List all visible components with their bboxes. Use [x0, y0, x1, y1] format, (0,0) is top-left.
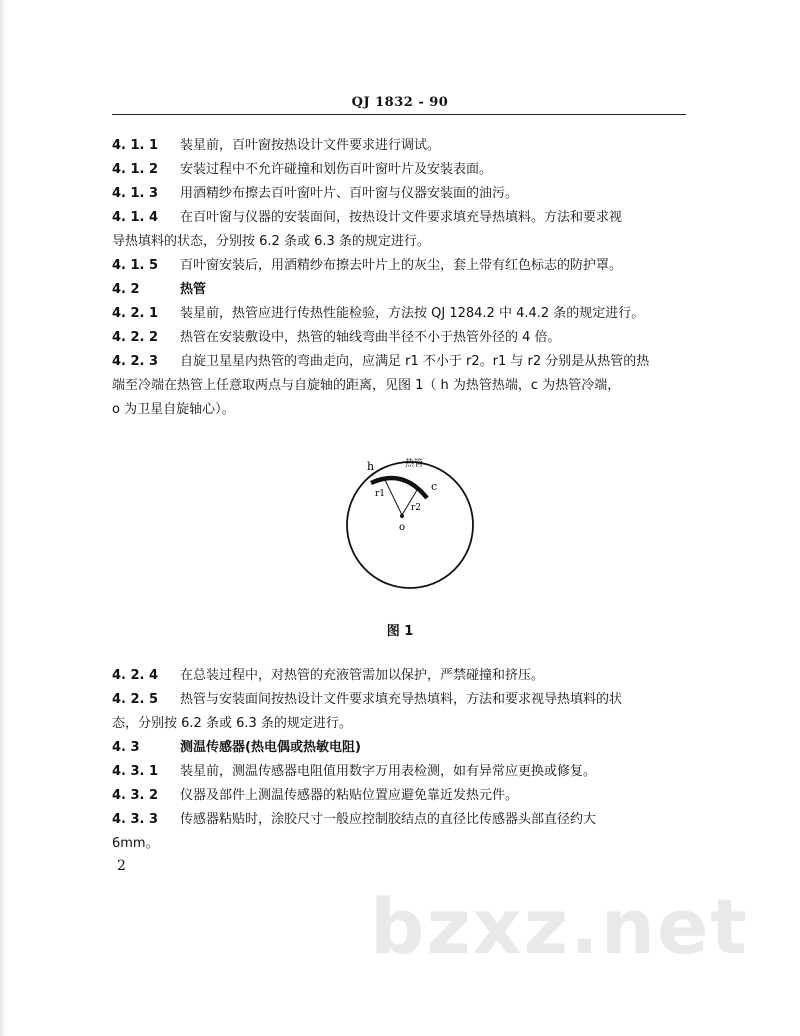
clause-text: 在总装过程中，对热管的充液管需加以保护，严禁碰撞和挤压。 — [180, 668, 545, 683]
page-number: 2 — [117, 858, 126, 874]
clause-number: 4. 1. 1 — [112, 138, 159, 153]
clause-text: 导热填料的状态，分别按 6.2 条或 6.3 条的规定进行。 — [112, 234, 430, 249]
text-line — [112, 712, 352, 731]
text-line — [112, 784, 518, 803]
label-heatpipe: 热管 — [405, 459, 424, 469]
clause-number: 4. 3. 3 — [112, 812, 159, 827]
clause-number: 4. 2. 3 — [112, 354, 159, 369]
header-rule — [112, 114, 686, 115]
clause-text: 百叶窗安装后，用酒精纱布擦去叶片上的灰尘，套上带有红色标志的防护罩。 — [180, 258, 623, 273]
text-line — [112, 664, 544, 683]
label-r2: r2 — [411, 503, 422, 513]
text-line — [112, 158, 492, 177]
watermark: bzxz.net — [370, 882, 749, 971]
clause-number: 4. 1. 2 — [112, 162, 159, 177]
scan-edge-shadow — [0, 0, 6, 1036]
text-line — [112, 278, 206, 297]
text-line — [112, 688, 622, 707]
label-o: o — [399, 522, 406, 533]
clause-number: 4. 2. 1 — [112, 306, 159, 321]
clause-number: 4. 2. 4 — [112, 668, 159, 683]
clause-number: 4. 1. 4 — [112, 210, 159, 225]
text-line — [112, 302, 644, 321]
label-r1: r1 — [375, 489, 386, 499]
text-line — [112, 736, 361, 755]
clause-number: 4. 3 — [112, 740, 140, 755]
text-line — [112, 326, 561, 345]
text-line — [112, 350, 649, 369]
radius-r1 — [385, 480, 402, 515]
clause-text: 热管在安装敷设中，热管的轴线弯曲半径不小于热管外径的 4 倍。 — [180, 330, 561, 345]
clause-number: 4. 3. 2 — [112, 788, 159, 803]
page-header: QJ 1832 - 90 — [351, 95, 449, 110]
text-line — [112, 398, 235, 417]
clause-number: 4. 2 — [112, 282, 140, 297]
text-line — [112, 808, 596, 827]
text-line — [112, 374, 620, 393]
clause-text: 安装过程中不允许碰撞和划伤百叶窗叶片及安装表面。 — [180, 162, 493, 177]
text-line — [112, 134, 440, 153]
clause-text: o 为卫星自旋轴心）。 — [112, 402, 235, 417]
clause-text: 热管与安装面间按热设计文件要求填充导热填料，方法和要求视导热填料的状 — [180, 692, 623, 707]
clause-text: 传感器粘贴时，涂胶尺寸一般应控制胶结点的直径比传感器头部直径约大 — [180, 812, 597, 827]
clause-number: 4. 3. 1 — [112, 764, 159, 779]
text-line — [112, 832, 159, 851]
clause-number: 4. 1. 5 — [112, 258, 159, 273]
text-line — [112, 254, 622, 273]
figure-caption: 图 1 — [386, 624, 414, 639]
clause-text: 自旋卫星星内热管的弯曲走向，应满足 r1 不小于 r2。r1 与 r2 分别是从热管的热 — [180, 354, 650, 369]
clause-number: 4. 1. 3 — [112, 186, 159, 201]
label-c: c — [431, 480, 438, 493]
clause-text: 装星前，热管应进行传热性能检验，方法按 QJ 1284.2 中 4.4.2 条的规定进行。 — [180, 306, 645, 321]
text-line — [112, 206, 622, 225]
clause-number: 4. 2. 5 — [112, 692, 159, 707]
clause-text: 测温传感器(热电偶或热敏电阻) — [180, 740, 361, 755]
clause-text: 装星前，百叶窗按热设计文件要求进行调试。 — [180, 138, 441, 153]
text-line — [112, 182, 518, 201]
clause-number: 4. 2. 2 — [112, 330, 159, 345]
text-line — [112, 760, 596, 779]
clause-text: 热管 — [180, 282, 207, 297]
clause-text: 在百叶窗与仪器的安装面间，按热设计文件要求填充导热填料。方法和要求视 — [180, 210, 623, 225]
clause-text: 用酒精纱布擦去百叶窗叶片、百叶窗与仪器安装面的油污。 — [180, 186, 519, 201]
label-h: h — [367, 460, 375, 473]
figure-1 — [345, 440, 475, 610]
clause-text: 态，分别按 6.2 条或 6.3 条的规定进行。 — [112, 716, 352, 731]
clause-text: 仪器及部件上测温传感器的粘贴位置应避免靠近发热元件。 — [180, 788, 519, 803]
text-line — [112, 230, 430, 249]
clause-text: 端至冷端在热管上任意取两点与自旋轴的距离，见图 1（ h 为热管热端，c 为热管冷端， — [112, 378, 621, 393]
clause-text: 装星前，测温传感器电阻值用数字万用表检测，如有异常应更换或修复。 — [180, 764, 597, 779]
axis-point — [400, 514, 404, 518]
clause-text: 6mm。 — [112, 836, 159, 851]
